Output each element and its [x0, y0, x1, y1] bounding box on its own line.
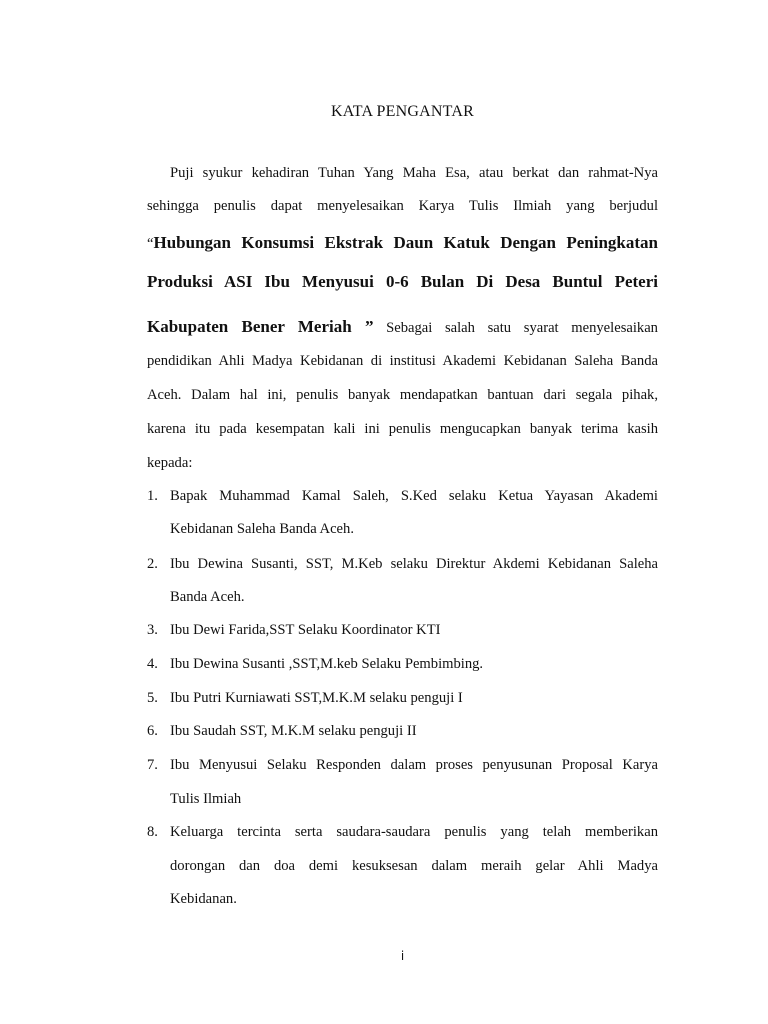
- list-item-number: 5.: [147, 690, 158, 706]
- after-title-text: Sebagai salah satu syarat menyelesaikan: [386, 320, 658, 336]
- list-item-line: Bapak Muhammad Kamal Saleh, S.Ked selaku Ketua Yayasan Akademi: [170, 488, 658, 504]
- thesis-title-line-1: [147, 233, 658, 253]
- intro-line-1: Puji syukur kehadiran Tuhan Yang Maha Esa, atau berkat dan rahmat-Nya: [170, 165, 658, 181]
- list-item-line: Ibu Saudah SST, M.K.M selaku penguji II: [170, 723, 417, 739]
- body-line-2: Aceh. Dalam hal ini, penulis banyak mendapatkan bantuan dari segala pihak,: [147, 387, 658, 403]
- body-line-4: kepada:: [147, 455, 193, 471]
- list-item-line: Kebidanan.: [170, 891, 237, 907]
- thesis-title-line-3: [147, 317, 658, 337]
- list-item-line: Tulis Ilmiah: [170, 791, 242, 807]
- list-item-line: Ibu Menyusui Selaku Responden dalam proses penyusunan Proposal Karya: [170, 757, 658, 773]
- thesis-title-line-2: Produksi ASI Ibu Menyusui 0-6 Bulan Di Desa Buntul Peteri: [147, 272, 658, 291]
- list-item-line: Ibu Dewi Farida,SST Selaku Koordinator KTI: [170, 622, 441, 638]
- document-page: [147, 0, 658, 1024]
- list-item-line: Keluarga tercinta serta saudara-saudara penulis yang telah memberikan: [170, 824, 658, 840]
- body-line-1: pendidikan Ahli Madya Kebidanan di institusi Akademi Kebidanan Saleha Banda: [147, 353, 658, 369]
- list-item-number: 2.: [147, 556, 158, 572]
- list-item-line: Ibu Putri Kurniawati SST,M.K.M selaku penguji I: [170, 690, 463, 706]
- list-item-number: 7.: [147, 757, 158, 773]
- list-item-number: 4.: [147, 656, 158, 672]
- intro-line-2: sehingga penulis dapat menyelesaikan Karya Tulis Ilmiah yang berjudul: [147, 198, 658, 214]
- list-item-number: 1.: [147, 488, 158, 504]
- list-item-number: 8.: [147, 824, 158, 840]
- list-item-number: 3.: [147, 622, 158, 638]
- list-item-line: Ibu Dewina Susanti ,SST,M.keb Selaku Pembimbing.: [170, 656, 484, 672]
- page-title: KATA PENGANTAR: [331, 103, 474, 120]
- list-item-number: 6.: [147, 723, 158, 739]
- thesis-title-text-1: Hubungan Konsumsi Ekstrak Daun Katuk Dengan Peningkatan: [153, 233, 658, 252]
- list-item-line: Ibu Dewina Susanti, SST, M.Keb selaku Direktur Akdemi Kebidanan Saleha: [170, 556, 658, 572]
- page-number: i: [400, 949, 405, 963]
- body-line-3: karena itu pada kesempatan kali ini penulis mengucapkan banyak terima kasih: [147, 421, 658, 437]
- open-quote: “: [147, 236, 154, 252]
- thesis-title-text-3: Kabupaten Bener Meriah ”: [147, 317, 374, 336]
- list-item-line: Kebidanan Saleha Banda Aceh.: [170, 521, 354, 537]
- list-item-line: dorongan dan doa demi kesuksesan dalam meraih gelar Ahli Madya: [170, 858, 658, 874]
- list-item-line: Banda Aceh.: [170, 589, 245, 605]
